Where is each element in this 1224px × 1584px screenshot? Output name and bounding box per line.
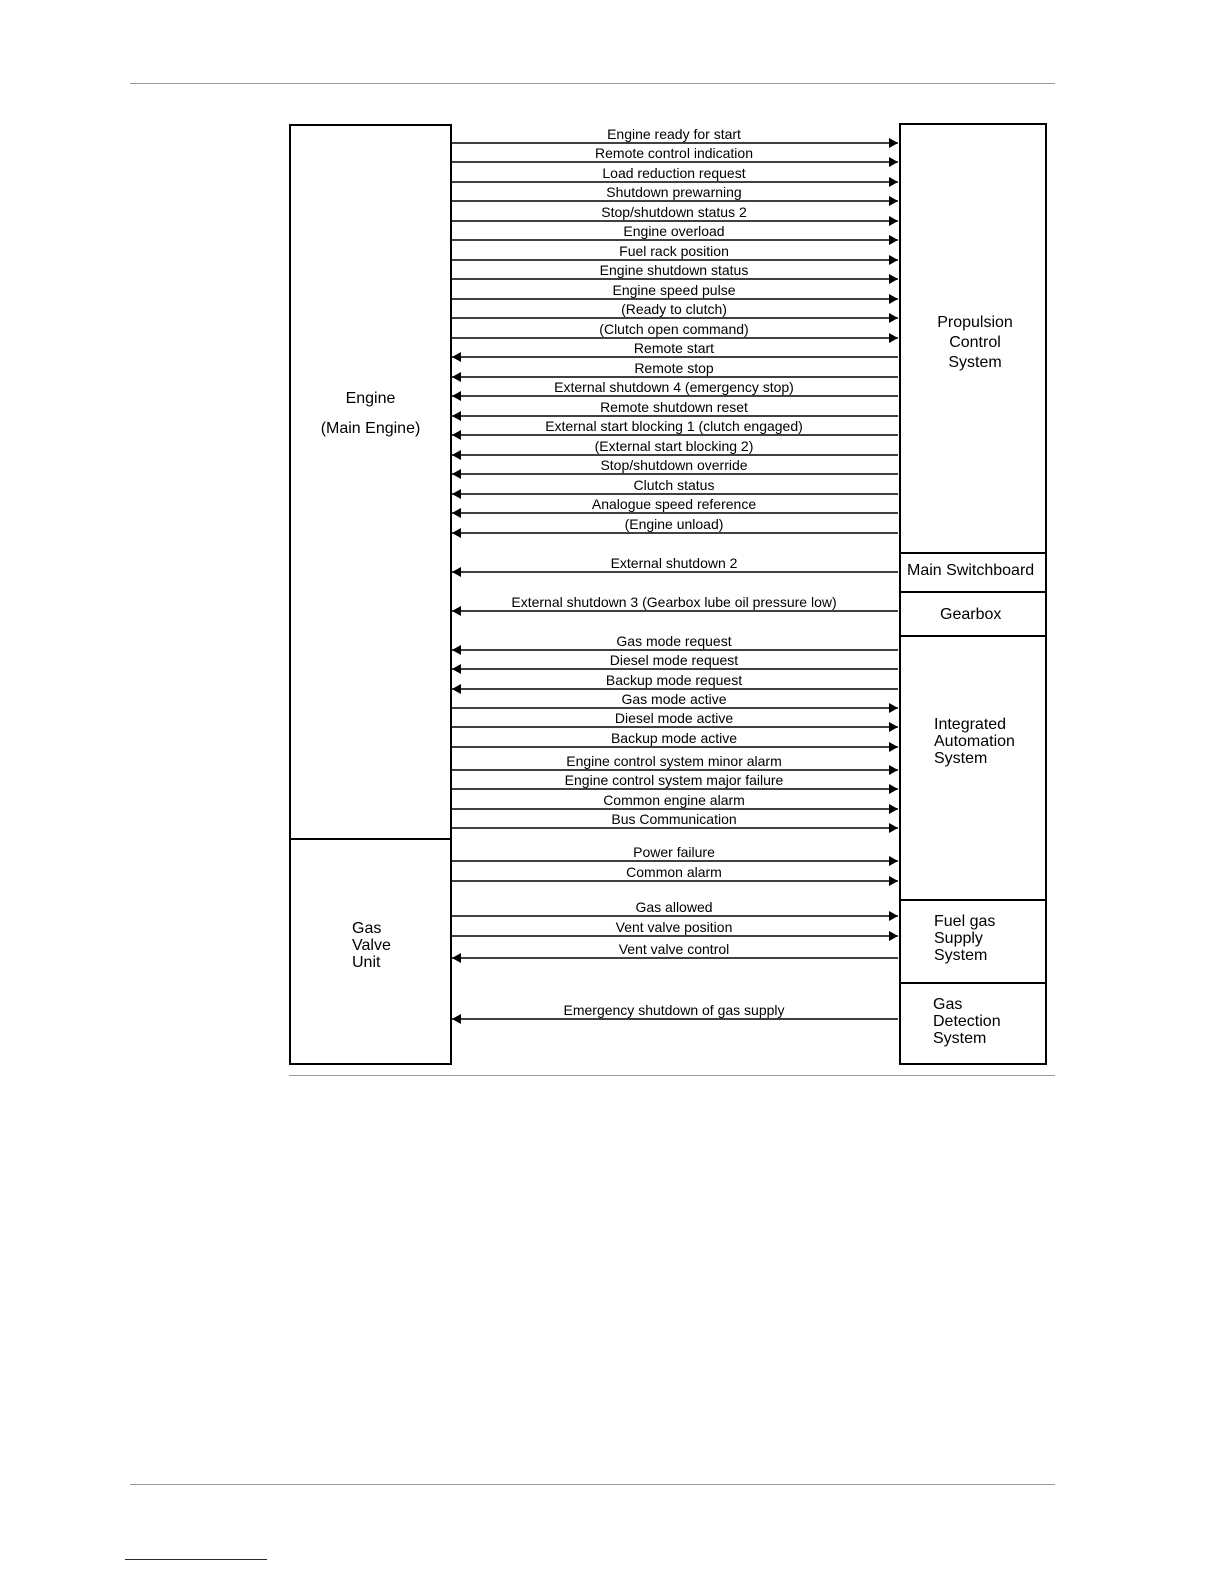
arrow-head-icon: [889, 804, 898, 814]
signal-label: Bus Communication: [611, 811, 737, 827]
engine-label: Engine (Main Engine): [320, 390, 421, 437]
signal-label: Emergency shutdown of gas supply: [563, 1002, 785, 1018]
signal-label: Gas mode active: [621, 691, 727, 707]
signal-label: Common alarm: [626, 864, 722, 880]
signal-label: Clutch status: [633, 477, 715, 493]
arrow-head-icon: [889, 765, 898, 775]
arrow-head-icon: [452, 450, 461, 460]
arrow-head-icon: [889, 722, 898, 732]
arrow-head-icon: [889, 235, 898, 245]
main-switchboard-label: Main Switchboard: [907, 562, 1035, 579]
arrow-head-icon: [452, 528, 461, 538]
arrow-head-icon: [452, 411, 461, 421]
signal-label: Backup mode active: [610, 730, 738, 746]
arrow-head-icon: [452, 489, 461, 499]
arrow-head-icon: [889, 742, 898, 752]
gas-valve-unit-label: Gas Valve Unit: [352, 920, 391, 971]
arrow-head-icon: [889, 274, 898, 284]
signal-label: External shutdown 3 (Gearbox lube oil pressure low): [511, 594, 837, 610]
signal-label: Shutdown prewarning: [606, 184, 742, 200]
signal-label: Fuel rack position: [619, 243, 729, 259]
arrow-head-icon: [889, 313, 898, 323]
arrow-head-icon: [452, 645, 461, 655]
arrow-head-icon: [452, 606, 461, 616]
signal-label: Remote shutdown reset: [600, 399, 748, 415]
gearbox-label: Gearbox: [940, 606, 1002, 623]
arrow-head-icon: [452, 430, 461, 440]
signal-label: (External start blocking 2): [594, 438, 754, 454]
arrow-head-icon: [889, 784, 898, 794]
signal-label: Load reduction request: [602, 165, 746, 181]
propulsion-control-label: Propulsion Control System: [937, 314, 1013, 371]
arrow-head-icon: [452, 684, 461, 694]
arrow-head-icon: [452, 372, 461, 382]
signal-label: (Engine unload): [624, 516, 724, 532]
signal-label: (Clutch open command): [599, 321, 749, 337]
signal-label: Engine speed pulse: [612, 282, 736, 298]
signal-label: Vent valve position: [615, 919, 733, 935]
signal-label: Gas mode request: [616, 633, 732, 649]
signal-label: Gas allowed: [635, 899, 713, 915]
signal-label: Power failure: [633, 844, 715, 860]
arrow-head-icon: [889, 876, 898, 886]
arrow-head-icon: [452, 469, 461, 479]
signal-label: External shutdown 4 (emergency stop): [554, 379, 794, 395]
arrow-head-icon: [452, 1014, 461, 1024]
arrow-head-icon: [889, 177, 898, 187]
signal-label: Remote start: [633, 340, 715, 356]
signal-label: Stop/shutdown status 2: [601, 204, 747, 220]
signal-label: Backup mode request: [605, 672, 743, 688]
signal-label: External shutdown 2: [610, 555, 738, 571]
arrow-head-icon: [452, 508, 461, 518]
arrow-head-icon: [889, 216, 898, 226]
signal-label: Engine shutdown status: [599, 262, 749, 278]
gas-detection-label: Gas Detection System: [933, 996, 1001, 1047]
signal-label: Common engine alarm: [603, 792, 745, 808]
arrow-head-icon: [889, 823, 898, 833]
signal-label: Remote stop: [634, 360, 714, 376]
arrow-head-icon: [889, 931, 898, 941]
signal-label: Vent valve control: [618, 941, 730, 957]
arrow-head-icon: [889, 255, 898, 265]
signal-label: (Ready to clutch): [621, 301, 727, 317]
signal-label: Engine control system minor alarm: [566, 753, 782, 769]
arrow-head-icon: [889, 157, 898, 167]
signal-label: External start blocking 1 (clutch engaged): [545, 418, 803, 434]
signal-label: Stop/shutdown override: [600, 457, 748, 473]
arrow-head-icon: [452, 352, 461, 362]
arrow-head-icon: [889, 911, 898, 921]
signal-label: Remote control indication: [595, 145, 753, 161]
integrated-automation-label: Integrated Automation System: [934, 716, 1015, 767]
signal-label: Engine ready for start: [607, 126, 741, 142]
signal-label: Engine overload: [623, 223, 725, 239]
arrow-head-icon: [889, 333, 898, 343]
arrow-head-icon: [452, 567, 461, 577]
arrow-head-icon: [889, 294, 898, 304]
arrow-head-icon: [889, 703, 898, 713]
signal-label: Diesel mode request: [609, 652, 739, 668]
arrow-head-icon: [452, 953, 461, 963]
signal-label: Diesel mode active: [614, 710, 734, 726]
arrow-head-icon: [889, 138, 898, 148]
arrow-head-icon: [452, 664, 461, 674]
fuel-gas-supply-label: Fuel gas Supply System: [934, 913, 996, 964]
signal-label: Engine control system major failure: [564, 772, 784, 788]
arrow-head-icon: [889, 856, 898, 866]
signal-label: Analogue speed reference: [591, 496, 757, 512]
arrow-head-icon: [889, 196, 898, 206]
arrow-head-icon: [452, 391, 461, 401]
